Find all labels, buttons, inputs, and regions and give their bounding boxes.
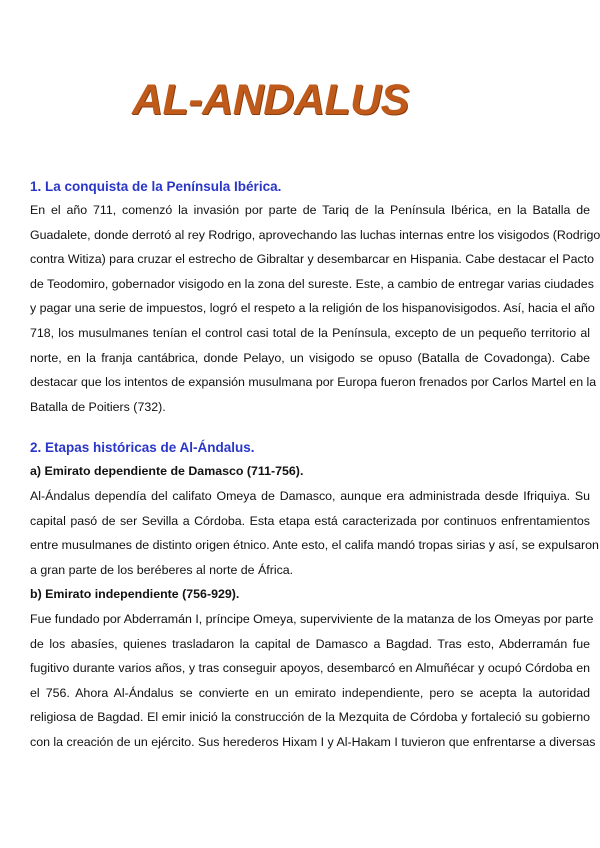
paragraph-line: religiosa de Bagdad. El emir inició la construcción de la Mezquita de Córdoba y fortaleció su gobierno: [30, 710, 590, 725]
paragraph-line: capital pasó de ser Sevilla a Córdoba. Esta etapa está caracterizada por continuos enfrentamientos: [30, 513, 590, 528]
subheading-emirato-dependiente: a) Emirato dependiente de Damasco (711-756).: [30, 464, 304, 479]
paragraph-line: 718, los musulmanes tenían el control casi total de la Península, excepto de un pequeño territorio al: [30, 325, 590, 340]
paragraph-emirato-independiente: [30, 607, 596, 755]
paragraph-line: fugitivo durante varios años, y tras conseguir apoyos, desembarcó en Almuñécar y ocupó Córdoba en: [30, 661, 590, 676]
section-heading-conquista: 1. La conquista de la Península Ibérica.: [30, 179, 282, 194]
paragraph-line: de los abasíes, quienes trasladaron la capital de Damasco a Bagdad. Tras esto, Abderramán fue: [30, 636, 590, 651]
paragraph-line: Guadalete, donde derrotó al rey Rodrigo, aprovechando las luchas internas entre los visigodos (Rodrigo: [30, 227, 600, 242]
section-spacer: [30, 419, 590, 437]
document-body: [30, 176, 600, 754]
paragraph-line: destacar que los intentos de expansión musulmana por Europa fueron frenados por Carlos Martel en la: [30, 375, 597, 390]
paragraph-conquista: [30, 198, 600, 419]
paragraph-line: norte, en la franja cantábrica, donde Pelayo, un visigodo se opuso (Batalla de Covadonga). Cabe: [30, 350, 590, 365]
paragraph-line: Batalla de Poitiers (732).: [30, 399, 166, 414]
paragraph-line: a gran parte de los beréberes al norte de África.: [30, 562, 294, 577]
paragraph-line: y pagar una serie de impuestos, logró el respeto a la religión de los hispanovisigodos. Así, hacia el año: [30, 301, 595, 316]
paragraph-line: el 756. Ahora Al-Ándalus se convierte en un emirato independiente, pero se acepta la autoridad: [30, 685, 590, 700]
document-title: AL-ANDALUS: [132, 76, 409, 124]
paragraph-line: Fue fundado por Abderramán I, príncipe Omeya, superviviente de la matanza de los Omeyas por parte: [30, 611, 594, 626]
paragraph-line: de Teodomiro, gobernador visigodo en la zona del sureste. Este, a cambio de entregar varias ciudades: [30, 276, 594, 291]
paragraph-line: contra Witiza) para cruzar el estrecho de Gibraltar y desembarcar en Hispania. Cabe destacar el Pacto: [30, 252, 595, 267]
paragraph-line: Al-Ándalus dependía del califato Omeya de Damasco, aunque era administrada desde Ifriquiya. Su: [30, 488, 590, 503]
paragraph-line: con la creación de un ejército. Sus herederos Hixam I y Al-Hakam I tuvieron que enfrentarse a diversas: [30, 734, 596, 749]
paragraph-line: En el año 711, comenzó la invasión por parte de Tariq de la Península Ibérica, en la Batalla de: [30, 203, 590, 217]
section-heading-etapas: 2. Etapas históricas de Al-Ándalus.: [30, 440, 255, 456]
subheading-emirato-independiente: b) Emirato independiente (756-929).: [30, 587, 240, 602]
paragraph-line: entre musulmanes de distinto origen étnico. Ante esto, el califa mandó tropas sirias y así, se expulsaron: [30, 538, 599, 553]
paragraph-emirato-dependiente: [30, 484, 599, 582]
